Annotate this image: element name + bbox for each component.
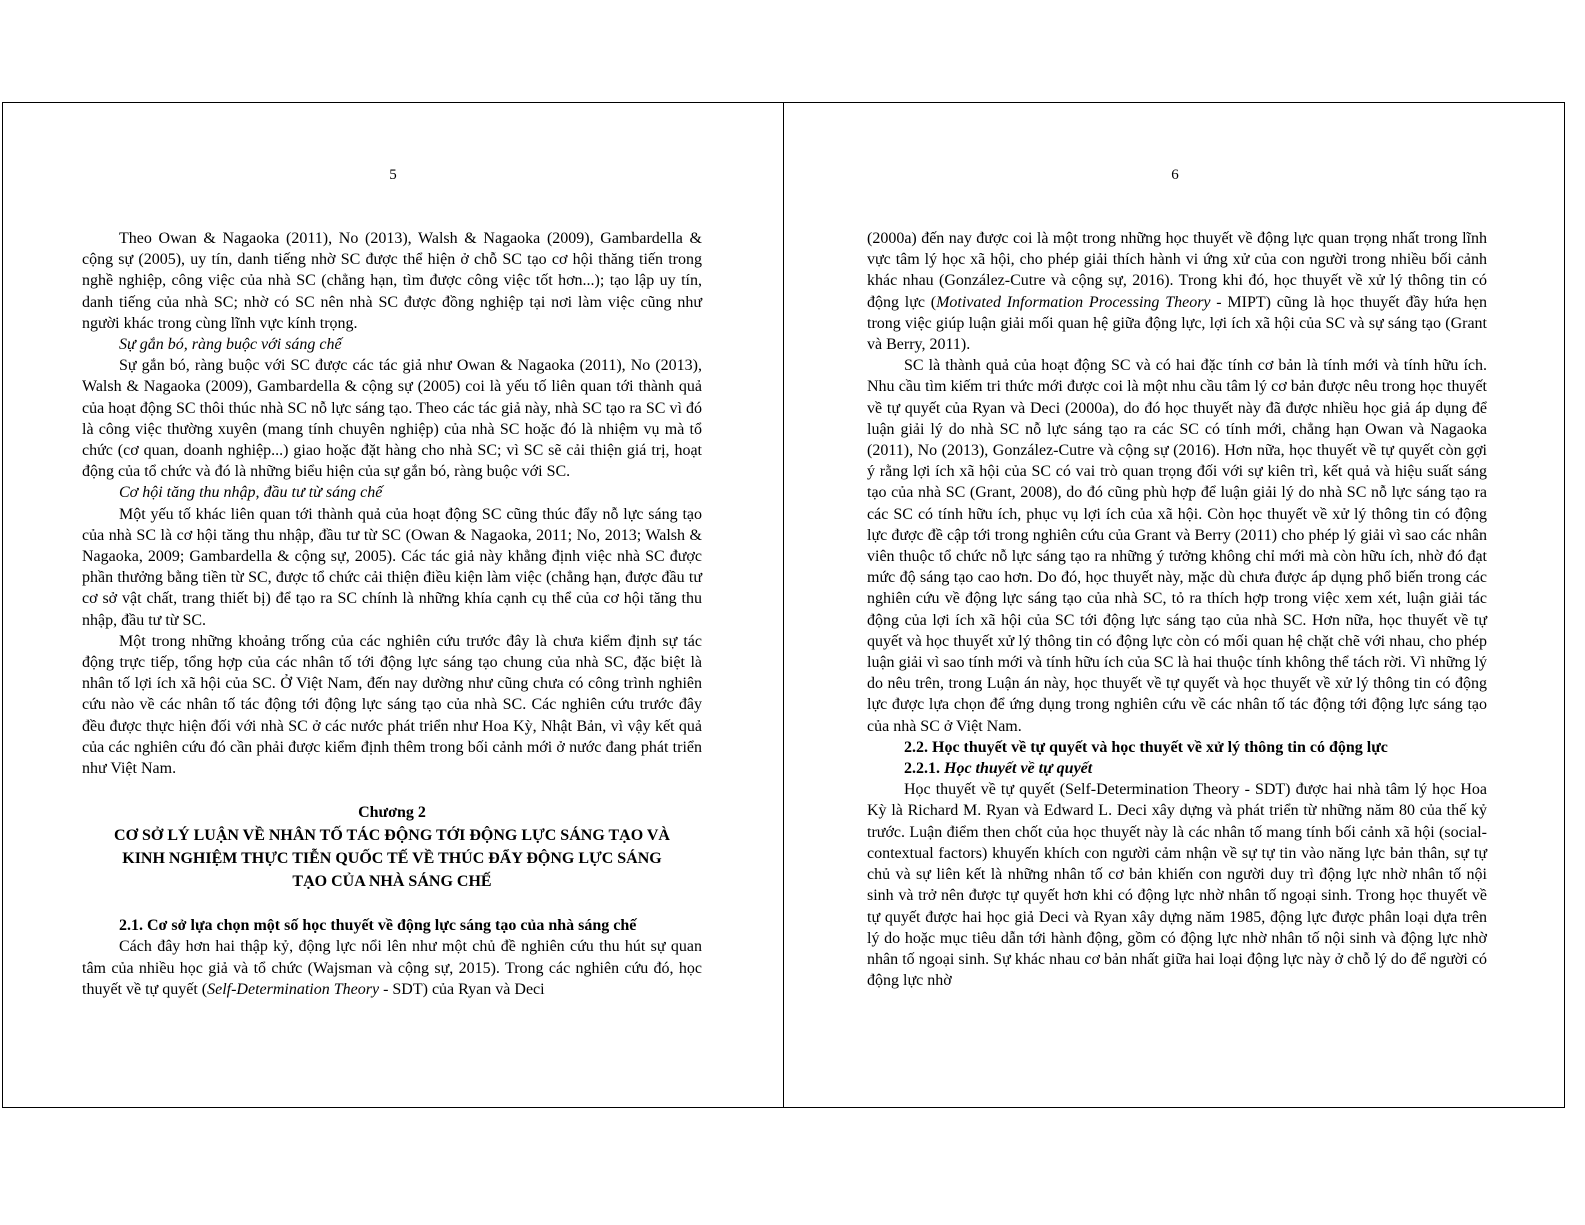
text-run: Cách đây hơn hai thập kỷ, động lực nổi lên như một chủ đề nghiên cứu thu hút sự quan tâm của nhiều học giả và tổ chức (Wajsman và cộng sự, 2015). Trong các nghiên cứu đó, học thuyết về tự quyết ( [82, 938, 702, 998]
paragraph: SC là thành quả của hoạt động SC và có hai đặc tính cơ bản là tính mới và tính hữu ích. Nhu cầu tìm kiếm tri thức mới được coi là một nhu cầu tâm lý cơ bản được nêu trong học thuyết về tự quyết của Ryan và Deci (2000a), do đó học thuyết này đã được nhiều học giả áp dụng để luận giải lý do nhà SC nỗ lực sáng tạo ra các SC có tính mới, chẳng hạn Owan và Nagaoka (2011), No (2013), González-Cutre và cộng sự (2016). Hơn nữa, học thuyết về tự quyết còn gợi ý rằng lợi ích xã hội của SC có vai trò quan trọng đối với sự kiên trì, kết quả và hiệu suất sáng tạo của nhà SC (Grant, 2008), do đó cũng phù hợp để luận giải lý do nhà SC nỗ lực sáng tạo ra các SC có tính hữu ích, phục vụ lợi ích của xã hội. Còn học thuyết về xử lý thông tin có động lực được đề cập tới trong nghiên cứu của Grant và Berry (2011) cho phép lý giải vì sao các nhân viên thuộc tổ chức nỗ lực sáng tạo ra những ý tưởng không chỉ mới mà còn hữu ích, nhờ đó đạt mức độ sáng tạo cao hơn. Do đó, học thuyết này, mặc dù chưa được áp dụng phổ biến trong các nghiên cứu về động lực sáng tạo của nhà SC, tỏ ra thích hợp trong việc xem xét, luận giải tác động của lợi ích xã hội của SC tới động lực sáng tạo của nhà SC. Hơn nữa, học thuyết về tự quyết và học thuyết xử lý thông tin có động lực còn có mối quan hệ chặt chẽ với nhau, cho phép luận giải vì sao tính mới và tính hữu ích của SC là hai thuộc tính không thể tách rời. Vì những lý do nêu trên, trong Luận án này, học thuyết về tự quyết và học thuyết về xử lý thông tin có động lực được lựa chọn để ứng dụng trong nghiên cứu về các nhân tố tác động tới động lực sáng tạo của nhà SC ở Việt Nam. [867, 357, 1487, 735]
page-number: 6 [1171, 167, 1179, 183]
text-run: (2000a) đến nay được coi là một trong những học thuyết về động lực quan trọng nhất trong lĩnh vực tâm lý học xã hội, cho phép giải thích hành vi ứng xử của con người trong nhiều bối cảnh khác nhau (González-Cutre và cộng sự, 2016). Trong khi đó, học thuyết về xử lý thông tin có động lực ( [867, 230, 1487, 311]
paragraph: Một yếu tố khác liên quan tới thành quả của hoạt động SC cũng thúc đẩy nỗ lực sáng tạo của nhà SC là cơ hội tăng thu nhập, đầu tư từ SC (Owan & Nagaoka, 2011; No, 2013; Walsh & Nagaoka, 2009; Gambardella & cộng sự, 2005). Các tác giả này khẳng định việc nhà SC được phần thưởng bằng tiền từ SC, được tổ chức cải thiện điều kiện làm việc (chẳng hạn, được đầu tư cơ sở vật chất, trang thiết bị) để tạo ra SC chính là những khía cạnh cụ thể của cơ hội tăng thu nhập, đầu tư từ SC. [82, 505, 702, 629]
section-heading: 2.1. Cơ sở lựa chọn một số học thuyết về động lực sáng tạo của nhà sáng chế [119, 917, 637, 935]
paragraph: Một trong những khoảng trống của các nghiên cứu trước đây là chưa kiểm định sự tác động trực tiếp, tổng hợp của các nhân tố tới động lực sáng tạo chung của nhà SC, đặc biệt là nhân tố lợi ích xã hội của SC. Ở Việt Nam, đến nay dường như cũng chưa có công trình nghiên cứu nào về các nhân tố tác động tới động lực sáng tạo của nhà SC. Các nghiên cứu trước đây đều được thực hiện đối với nhà SC ở các nước phát triển như Hoa Kỳ, Nhật Bản, vì vậy kết quả của các nghiên cứu đó cần phải được kiểm định thêm trong bối cảnh mới ở nước đang phát triển như Việt Nam. [82, 632, 702, 778]
document-spread [2, 102, 1565, 1108]
subsection-title: Học thuyết về tự quyết [944, 760, 1093, 778]
italic-subheading: Sự gắn bó, ràng buộc với sáng chế [119, 336, 342, 354]
paragraph: Sự gắn bó, ràng buộc với SC được các tác giả như Owan & Nagaoka (2011), No (2013), Walsh & Nagaoka (2009), Gambardella & cộng sự (2005) coi là yếu tố liên quan tới thành quả của hoạt động SC thôi thúc nhà SC nỗ lực sáng tạo. Theo các tác giả này, nhà SC tạo ra SC vì đó là công việc thường xuyên (mang tính chuyên nghiệp) của nhà SC hoặc đó là nhiệm vụ mà tổ chức (cơ quan, doanh nghiệp...) giao hoặc đặt hàng cho nhà SC; vì SC sẽ cải thiện giá trị, hoạt động của tổ chức và đó là những biểu hiện của sự gắn bó, ràng buộc với SC. [82, 357, 702, 481]
italic-term: Motivated Information Processing Theory [936, 293, 1211, 311]
paragraph [82, 936, 702, 1000]
page-number: 5 [389, 167, 397, 183]
subsection-number: 2.2.1. [904, 760, 944, 778]
subsection-heading [867, 758, 1487, 779]
italic-term: Self-Determination Theory [207, 980, 380, 998]
left-page [3, 103, 783, 1107]
text-run: - SDT) của Ryan và Deci [379, 980, 545, 998]
chapter-title: CƠ SỞ LÝ LUẬN VỀ NHÂN TỐ TÁC ĐỘNG TỚI ĐỘNG LỰC SÁNG TẠO VÀ KINH NGHIỆM THỰC TIỄN QUỐC TẾ VỀ THÚC ĐẨY ĐỘNG LỰC SÁNG TẠO CỦA NHÀ SÁNG CHẾ [114, 827, 670, 891]
italic-subheading: Cơ hội tăng thu nhập, đầu tư từ sáng chế [119, 484, 383, 502]
paragraph: Theo Owan & Nagaoka (2011), No (2013), Walsh & Nagaoka (2009), Gambardella & cộng sự (2005), uy tín, danh tiếng nhờ SC được thể hiện ở chỗ SC tạo cơ hội thăng tiến trong nghề nghiệp, công việc của nhà SC (chẳng hạn, tìm được công việc tốt hơn...); tạo lập uy tín, danh tiếng của nhà SC; nhờ có SC nên nhà SC được đồng nghiệp tại nơi làm việc cũng như người khác trong cùng lĩnh vực kính trọng. [82, 230, 702, 332]
chapter-label: Chương 2 [358, 804, 426, 822]
section-heading: 2.2. Học thuyết về tự quyết và học thuyết về xử lý thông tin có động lực [904, 738, 1388, 756]
page-content [867, 228, 1487, 991]
paragraph [867, 228, 1487, 355]
right-page [784, 103, 1566, 1107]
page-content [82, 228, 702, 1000]
text-run: - MIPT) cũng là học thuyết đầy hứa hẹn trong việc giúp luận giải mối quan hệ giữa động lực, lợi ích xã hội của SC và sự sáng tạo (Grant và Berry, 2011). [867, 293, 1488, 354]
paragraph: Học thuyết về tự quyết (Self-Determination Theory - SDT) được hai nhà tâm lý học Hoa Kỳ là Richard M. Ryan và Edward L. Deci xây dựng và phát triển từ những năm 80 của thế kỷ trước. Luận điểm then chốt của học thuyết này là các nhân tố mang tính bối cảnh xã hội (social-contextual factors) khuyến khích con người cảm nhận về sự tự tin vào năng lực bản thân, sự tự chủ và sự liên kết là những nhân tố cơ bản khiến con người duy trì động lực nhờ nhân tố nội sinh và trở nên được tự quyết hơn khi có động lực nhờ nhân tố ngoại sinh. Trong học thuyết về tự quyết được hai học giả Deci và Ryan xây dựng năm 1985, động lực được phân loại dựa trên lý do hoặc mục tiêu dẫn tới hành động, gồm có động lực nhờ nhân tố nội sinh và động lực nhờ nhân tố ngoại sinh. Sự khác nhau cơ bản nhất giữa hai loại động lực này ở chỗ lý do để người có động lực nhờ [867, 781, 1487, 990]
